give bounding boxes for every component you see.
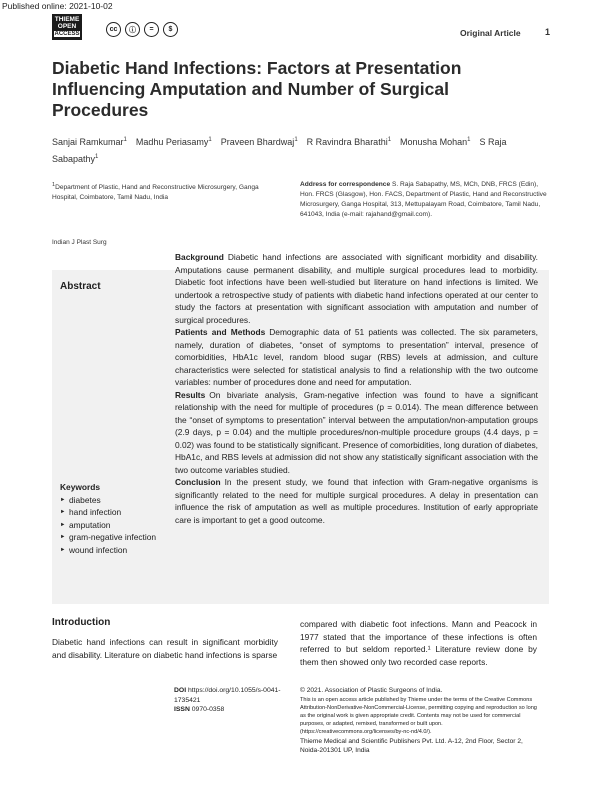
article-type: Original Article [460, 28, 521, 38]
cc-icon: cc [106, 22, 121, 37]
abstract-section [175, 389, 538, 477]
thieme-open-access-logo [52, 14, 82, 40]
nd-icon: = [144, 22, 159, 37]
abstract-section [175, 476, 538, 526]
abstract-section-label: Background [175, 252, 224, 262]
license-text: This is an open access article published by Thieme under the terms of the Creative Commons Attribution-NonDerivative-NonCommercial-License, permitting copying and reproduction so long as the original work is given appropriate credit. Contents may not be used for commercial purposes, or adapted, remixed, transformed or built upon. (https://creativecommons.org/licenses/by-nc-nd/4.0/). [300, 696, 537, 736]
author-affiliation-sup: 1 [467, 137, 471, 143]
abstract-section-text: In the present study, we found that infection with Gram-negative organisms is significantly related to the need for multiple surgical procedures. A delay in presentation can influence the risk of amputation as well as multiple procedures. Institution of early appropriate care is important to get a good outcome. [175, 477, 538, 525]
author-affiliation-sup: 1 [95, 154, 99, 160]
author-affiliation-sup: 1 [123, 137, 127, 143]
author-name: R Ravindra Bharathi [306, 137, 388, 147]
abstract-section-label: Conclusion [175, 477, 221, 487]
issn-value: 0970-0358 [191, 706, 225, 713]
correspondence-text: S. Raja Sabapathy, MS, MCh, DNB, FRCS (Edin), Hon. FRCS (Glasgow), Hon. FACS, Department of Plastic, Hand and Reconstructive Microsurgery, Ganga Hospital, 313, Mettupalayam Road, Coimbatore, Tamil Nadu, 641043, India (e-mail: rajahand@gmail.com). [300, 181, 547, 218]
abstract-section [175, 251, 538, 326]
introduction-right-column: compared with diabetic foot infections. Mann and Peacock in 1977 stated that the importance of these infections is often referred to but seldom reported.¹ Literature review done by them then showed only two recorded case reports. [300, 619, 537, 667]
doi-label: DOI [174, 687, 187, 694]
abstract-section [175, 326, 538, 389]
license-icons [106, 22, 178, 37]
affiliation [52, 180, 282, 203]
abstract-heading: Abstract [60, 281, 101, 292]
logo-line-2: OPEN [57, 23, 77, 30]
keyword-item: ► wound infection [60, 544, 160, 557]
affiliation-sup: 1 [52, 182, 56, 188]
keyword-item: ► gram-negative infection [60, 531, 160, 544]
keyword-item: ► diabetes [60, 494, 160, 507]
journal-name: Indian J Plast Surg [52, 239, 107, 246]
published-date: Published online: 2021-10-02 [2, 1, 113, 11]
abstract-body [175, 251, 538, 526]
page-number: 1 [545, 27, 551, 37]
keyword-item: ► amputation [60, 519, 160, 532]
author-name: Monusha Mohan [400, 137, 468, 147]
author-name: Praveen Bhardwaj [220, 137, 295, 147]
keyword-item: ► hand infection [60, 506, 160, 519]
publisher-address: Thieme Medical and Scientific Publishers Pvt. Ltd. A-12, 2nd Floor, Sector 2, Noida-201301 UP, India [300, 737, 523, 755]
paper-title: Diabetic Hand Infections: Factors at Presentation Influencing Amputation and Number of Surgical Procedures [52, 58, 462, 120]
keywords-heading: Keywords [60, 482, 101, 492]
abstract-section-label: Patients and Methods [175, 327, 266, 337]
author-affiliation-sup: 1 [294, 137, 298, 143]
author-name: S Raja Sabapathy [52, 137, 507, 164]
author-affiliation-sup: 1 [208, 137, 212, 143]
abstract-section-label: Results [175, 389, 206, 400]
affiliation-text: Department of Plastic, Hand and Reconstructive Microsurgery, Ganga Hospital, Coimbatore, Tamil Nadu, India [52, 184, 259, 202]
logo-line-1: THIEME [54, 16, 80, 23]
introduction-left-column: Diabetic hand infections can result in significant morbidity and disability. Literature on diabetic hand infections is sparse [52, 637, 278, 660]
author-name: Madhu Periasamy [135, 137, 209, 147]
by-icon: ⓘ [125, 22, 140, 37]
keywords [60, 481, 160, 557]
issn-label: ISSN [174, 706, 190, 713]
abstract-section-text: Diabetic hand infections are associated with significant morbidity and disability. Amputations cause permanent disability, and multiple surgical procedures lead to morbidity. Diabetic foot infections have been well-studied but literature on hand infections is limited. We undertook a retrospective study of patients with diabetic hand infections operated at our center to study the factors at presentation with significant association with amputation and number of surgical procedures. [175, 252, 538, 325]
keywords-list [60, 494, 160, 557]
abstract-section-text: On bivariate analysis, Gram-negative infection was found to have a significant relationship with the need for multiple of procedures (p = 0.014). The mean difference between the “onset of symptoms to presentation” interval between the amputation/non-amputation groups (2.9 days, p = 0.04) and the multiple procedures/non-multiple procedure groups (4.4 days, p = 0.02) was found to be statistically significant. Presence of comorbidities, long duration of diabetes, HbA1c, and RBS levels at admission did not show any statistically significant association with the two outcome variables studied. [175, 389, 538, 475]
correspondence [300, 180, 550, 220]
doi-link[interactable]: https://doi.org/10.1055/s-0041-1735421 [174, 687, 281, 704]
author-affiliation-sup: 1 [387, 137, 392, 143]
author-list [52, 133, 552, 167]
abstract-section-text: Demographic data of 51 patients was collected. The six parameters, namely, duration of diabetes, “onset of symptoms to presentation” interval, presence of comorbidities, HbA1c level, random blood sugar (RBS) levels at admission, and culture characteristics were selected for statistical analysis to find a relationship with the two outcome variables: number of procedures done and need for amputation. [175, 327, 538, 387]
nc-icon: $ [163, 22, 178, 37]
author-name: Sanjai Ramkumar [52, 137, 124, 147]
logo-line-3: ACCESS [54, 31, 80, 37]
copyright-block [300, 686, 537, 756]
correspondence-label: Address for correspondence [300, 181, 391, 188]
introduction-heading: Introduction [52, 617, 111, 628]
copyright-line: © 2021. Association of Plastic Surgeons of India. [300, 687, 443, 694]
doi-block [174, 686, 284, 715]
